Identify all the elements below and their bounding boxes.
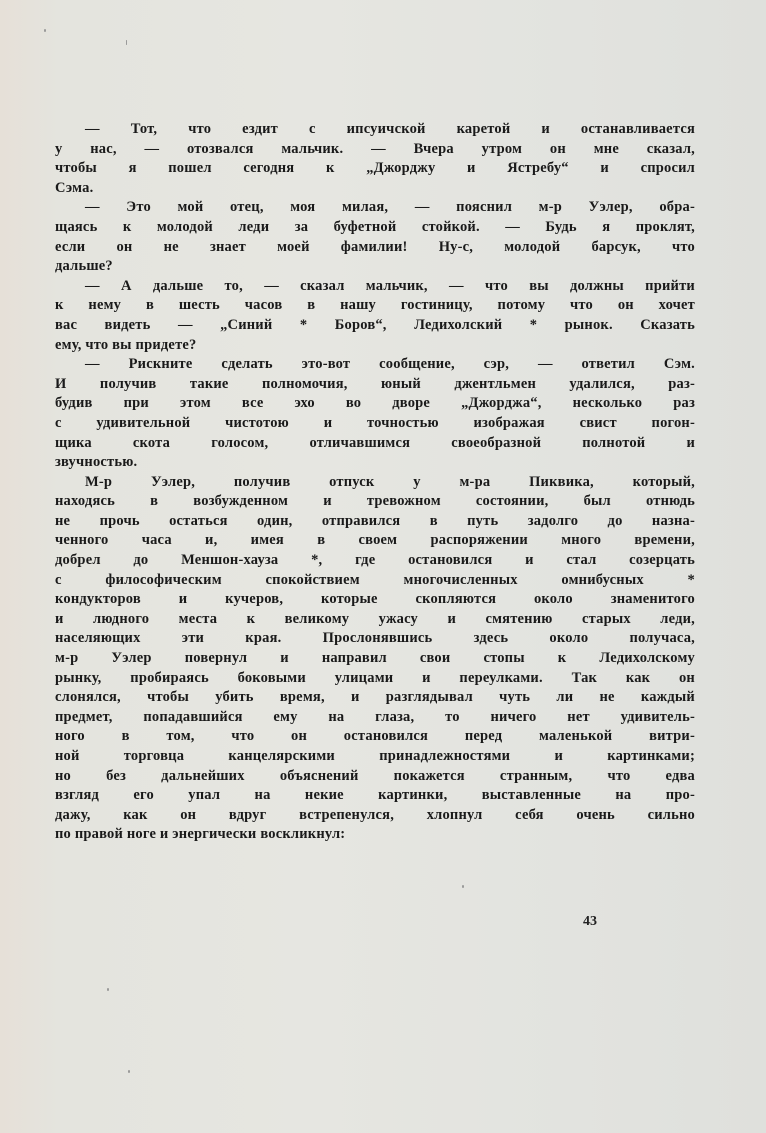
text-line-content: кондукторов и кучеров, которые скопляются около знаменитого [55, 591, 695, 608]
text-line [55, 825, 695, 845]
print-speck [126, 40, 127, 45]
text-line-content: будив при этом все эхо во дворе „Джорджа“, несколько раз [55, 395, 695, 412]
text-line-content: с философическим спокойствием многочисленных омнибусных * [55, 571, 695, 588]
text-line-content: м-р Уэлер повернул и направил свои стопы к Ледихолскому [55, 650, 695, 667]
text-line-content: взгляд его упал на некие картинки, выставленные на про- [55, 787, 695, 804]
text-line [55, 434, 695, 454]
text-line [55, 336, 695, 356]
text-line-content: если он не знает моей фамилии! Ну-с, молодой барсук, что [55, 238, 695, 255]
text-line-content: — Это мой отец, моя милая, — пояснил м-р Уэлер, обра- [85, 199, 695, 216]
text-line [55, 786, 695, 806]
text-line-content: и людного места к великому ужасу и смятению старых леди, [55, 610, 695, 627]
text-line [55, 179, 695, 199]
text-line [55, 394, 695, 414]
text-line [55, 140, 695, 160]
text-line [55, 708, 695, 728]
text-line-content: добрел до Меншон-хауза *, где остановился и стал созерцать [55, 552, 695, 569]
print-speck [44, 29, 46, 32]
text-line-content: ченного часа и, имея в своем распоряжении много времени, [55, 532, 695, 549]
text-line [55, 727, 695, 747]
text-line [55, 610, 695, 630]
text-line-content: И получив такие полномочия, юный джентльмен удалился, раз- [55, 375, 695, 392]
text-line-content: слонялся, чтобы убить время, и разглядывал чуть ли не каждый [55, 689, 695, 706]
text-line-content: находясь в возбужденном и тревожном состоянии, был отнюдь [55, 493, 695, 510]
body-text [55, 120, 695, 845]
text-line [55, 669, 695, 689]
text-line [55, 806, 695, 826]
text-line [55, 551, 695, 571]
text-line [55, 218, 695, 238]
text-line [55, 159, 695, 179]
text-line-content: — Тот, что ездит с ипсуичской каретой и останавливается [85, 121, 695, 137]
text-line [55, 512, 695, 532]
text-line [55, 649, 695, 669]
text-line-content: по правой ноге и энергически воскликнул: [55, 826, 346, 843]
text-line [55, 316, 695, 336]
text-line [55, 453, 695, 473]
text-line-content: щаясь к молодой леди за буфетной стойкой. — Будь я проклят, [55, 218, 695, 235]
text-line [55, 414, 695, 434]
text-line-content: рынку, пробираясь боковыми улицами и переулками. Так как он [55, 669, 695, 686]
text-line [55, 688, 695, 708]
text-line [55, 120, 695, 140]
text-line-content: предмет, попадавшийся ему на глаза, то ничего нет удивитель- [55, 708, 695, 725]
print-speck [462, 885, 464, 888]
text-line-content: к нему в шесть часов в нашу гостиницу, потому что он хочет [55, 297, 695, 314]
text-line-content: М-р Уэлер, получив отпуск у м-ра Пиквика, который, [85, 473, 695, 490]
text-line-content: но без дальнейших объяснений покажется странным, что едва [55, 767, 695, 784]
text-line [55, 198, 695, 218]
text-line-content: — А дальше то, — сказал мальчик, — что вы должны прийти [85, 277, 695, 294]
text-line-content: вас видеть — „Синий * Боров“, Ледихолский * рынок. Сказать [55, 316, 695, 333]
text-line-content: ему, что вы придете? [55, 336, 197, 353]
text-line [55, 531, 695, 551]
text-line [55, 355, 695, 375]
text-line [55, 767, 695, 787]
text-line-content: населяющих эти края. Прослонявшись здесь около получаса, [55, 630, 695, 647]
text-line-content: звучностью. [55, 454, 138, 471]
text-line-content: ной торговца канцелярскими принадлежностями и картинками; [55, 748, 695, 764]
text-line-content: не прочь остаться один, отправился в путь задолго до назна- [55, 512, 695, 529]
text-line-content: чтобы я пошел сегодня к „Джорджу и Ястребу“ и спросил [55, 160, 695, 177]
text-line [55, 747, 695, 767]
print-speck [107, 988, 109, 991]
text-line [55, 473, 695, 493]
print-speck [128, 1070, 130, 1073]
text-line [55, 375, 695, 395]
text-line-content: ного в том, что он остановился перед маленькой витри- [55, 728, 695, 745]
text-line [55, 590, 695, 610]
text-line-content: с удивительной чистотою и точностью изображая свист погон- [55, 414, 695, 431]
text-line [55, 492, 695, 512]
text-line [55, 257, 695, 277]
text-line [55, 277, 695, 297]
text-line-content: Сэма. [55, 179, 94, 196]
text-line [55, 571, 695, 591]
page-number: 43 [583, 914, 597, 929]
text-line-content: — Рискните сделать это-вот сообщение, сэр, — ответил Сэм. [85, 356, 695, 373]
text-line-content: у нас, — отозвался мальчик. — Вчера утром он мне сказал, [55, 140, 695, 157]
text-line [55, 296, 695, 316]
text-line [55, 629, 695, 649]
text-line-content: дажу, как он вдруг встрепенулся, хлопнул себя очень сильно [55, 806, 695, 823]
text-line-content: щика скота голосом, отличавшимся своеобразной полнотой и [55, 434, 695, 451]
text-line-content: дальше? [55, 258, 113, 275]
text-line [55, 238, 695, 258]
